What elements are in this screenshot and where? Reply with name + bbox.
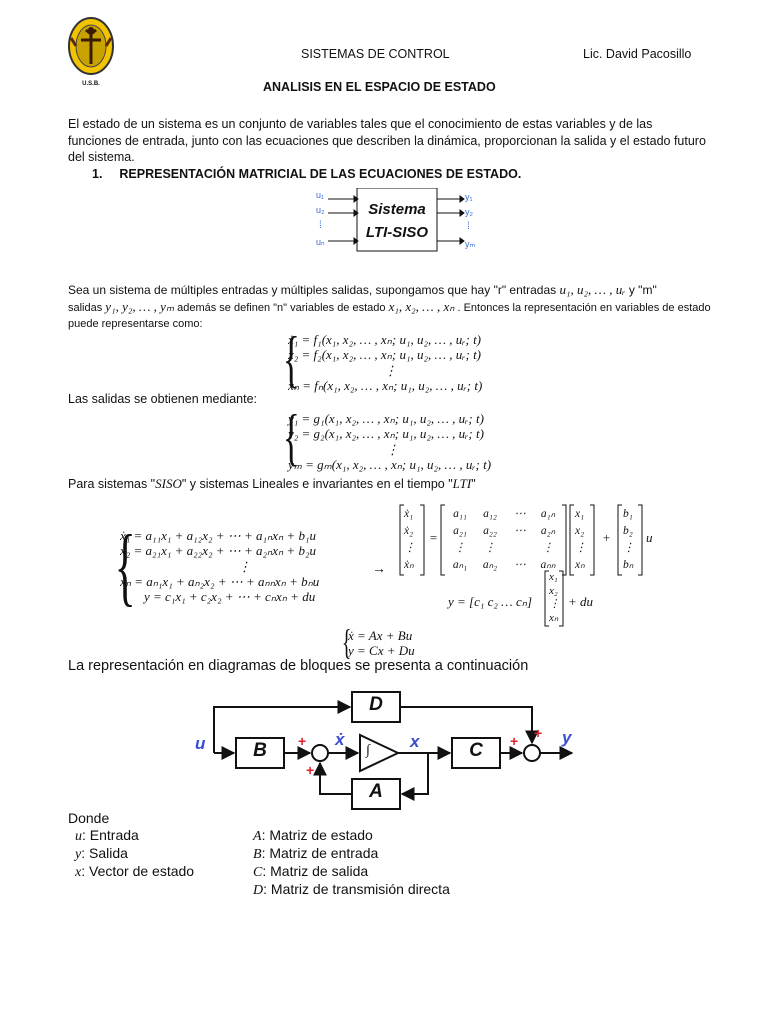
siso-sentence	[68, 476, 476, 493]
siso-math: SISO	[155, 476, 182, 491]
compact-equations	[348, 628, 415, 659]
lti-eq-n: ẋₙ = aₙ₁x₁ + aₙ₂x₂ + ⋯ + aₙₙxₙ + bₙu	[120, 573, 320, 589]
siso-text-c: "	[471, 477, 476, 491]
a-col1-dots: ⋮	[454, 542, 466, 554]
x-2: x₂	[575, 525, 585, 537]
lti-eq-dots: ⋮	[238, 558, 251, 574]
system-name-line2: LTI-SISO	[365, 224, 429, 241]
siso-text-a: Para sistemas "	[68, 477, 156, 491]
block-C: C	[469, 740, 483, 761]
mimo-text-d: además se definen "n" variables de estado	[174, 301, 389, 314]
donde-x: x: Vector de estado	[75, 863, 195, 880]
donde-y: y: Salida	[75, 845, 128, 862]
system-block-figure	[310, 188, 480, 254]
plus-sign-2: +	[306, 762, 315, 778]
a1-dots: ⋯	[514, 508, 526, 520]
xdot-dots: ⋮	[404, 542, 416, 554]
an2: aₙ₂	[482, 559, 498, 571]
siso-text-b: " y sistemas Lineales e invariantes en el tiempo "	[181, 477, 453, 491]
a11: a₁₁	[453, 508, 467, 520]
b-1: b₁	[623, 508, 633, 520]
donde-C: C: Matriz de salida	[253, 863, 369, 880]
a12: a₁₂	[483, 508, 497, 520]
mimo-outputs-math: y₁, y₂, … , yₘ	[105, 298, 175, 314]
donde-label: Donde	[68, 810, 110, 826]
matrix-equation	[398, 503, 668, 583]
donde-B: B: Matriz de entrada	[253, 845, 379, 862]
compact-eqs-brace: {	[341, 622, 352, 662]
b-dots: ⋮	[623, 542, 635, 554]
output-eq-1: y₁ = g₁(x₁, x₂, … , xₙ; u₁, u₂, … , uᵣ; t)	[288, 411, 484, 426]
mimo-states-math: x₁, x₂, … , xₙ	[388, 298, 455, 314]
a-coln-dots: ⋮	[542, 542, 554, 554]
signal-x-label: x	[410, 732, 420, 751]
x-1: x₁	[575, 508, 585, 520]
mimo-text-a: Sea un sistema de múltiples entradas y múltiples salidas, supongamos que hay "r" entradas	[68, 283, 560, 297]
an1: aₙ₁	[452, 559, 468, 571]
compact-output-eq: y = Cx + Du	[348, 643, 415, 659]
output-eq-m: yₘ = gₘ(x₁, x₂, … , xₙ; u₁, u₂, … , uᵣ; t)	[288, 456, 492, 472]
intro-paragraph: El estado de un sistema es un conjunto de variables tales que el conocimiento de estas variables y de las funciones de entrada, junto con las ecuaciones que describen la dinámica, proporcionan la salida y el estado futuro del sistema.	[68, 117, 706, 164]
system-input-dots: ⁞	[319, 220, 322, 231]
a2-dots: ⋯	[514, 525, 526, 537]
mimo-text-c: salidas	[68, 301, 106, 314]
outputs-intro: Las salidas se obtienen mediante:	[68, 392, 258, 406]
logo-shield-icon	[66, 16, 116, 78]
integrator-symbol: ∫	[366, 743, 370, 758]
xdot-2: ẋ₂	[404, 525, 414, 537]
mimo-text-e: . Entonces la representación en variables de estado puede representarse como:	[68, 301, 711, 330]
university-logo	[66, 16, 116, 86]
x2-1: x₁	[549, 571, 558, 583]
x2-n: xₙ	[549, 611, 559, 624]
matrix-equals: =	[429, 530, 438, 545]
xdot-n: ẋₙ	[404, 559, 414, 571]
state-eq-dots: ⋮	[384, 362, 397, 378]
b-vector	[623, 506, 635, 574]
output-du: + du	[568, 594, 594, 609]
x2-vector	[549, 571, 560, 625]
block-D: D	[369, 694, 383, 715]
system-arrows	[310, 188, 480, 254]
a-col2-dots: ⋮	[484, 542, 496, 554]
implies-arrow: →	[372, 560, 386, 576]
a21: a₂₁	[453, 525, 467, 537]
b-2: b₂	[623, 525, 633, 537]
system-output-ym: yₘ	[465, 239, 476, 249]
lti-equations	[120, 528, 319, 604]
output-equations	[288, 411, 491, 472]
signal-xdot-label: ẋ	[335, 730, 345, 749]
mimo-text-b: y "m"	[625, 283, 657, 297]
logo-caption: U.S.B.	[82, 81, 100, 87]
x2-2: x₂	[549, 584, 558, 597]
state-eq-1: ẋ₁ = f₁(x₁, x₂, … , xₙ; u₁, u₂, … , uᵣ; t)	[288, 332, 482, 347]
donde-D: D: Matriz de transmisión directa	[253, 881, 450, 898]
section-heading	[92, 167, 521, 181]
block-diagram-intro: La representación en diagramas de bloques se presenta a continuación	[68, 658, 529, 674]
output-eq-dots: ⋮	[386, 441, 399, 457]
donde-right-list	[253, 827, 450, 899]
section-number: 1.	[92, 167, 103, 181]
matrix-u: u	[646, 530, 653, 545]
x2-dots: ⋮	[549, 598, 560, 610]
xdot-vector	[404, 506, 416, 574]
compact-state-eq: ẋ = Ax + Bu	[348, 628, 413, 643]
system-output-dots: ⁞	[467, 221, 470, 232]
lti-eq-y: y = c₁x₁ + c₂x₂ + ⋯ + cₙxₙ + du	[144, 589, 316, 605]
system-input-un: uₙ	[316, 237, 325, 247]
plus-sign-4: +	[534, 725, 543, 741]
matrix-plus: +	[602, 530, 611, 545]
page-title: ANALISIS EN EL ESPACIO DE ESTADO	[263, 80, 496, 94]
section-title: REPRESENTACIÓN MATRICIAL DE LAS ECUACIONES DE ESTADO.	[119, 167, 522, 181]
state-equations	[288, 332, 482, 393]
state-eq-2: ẋ₂ = f₂(x₁, x₂, … , xₙ; u₁, u₂, … , uᵣ; t)	[288, 347, 482, 363]
output-eqs-brace: {	[282, 401, 300, 472]
donde-u: u: Entrada	[75, 827, 139, 844]
mimo-paragraph	[68, 282, 718, 333]
system-output-y2: y₂	[465, 207, 473, 217]
x-n: xₙ	[575, 559, 585, 571]
state-eqs-brace: {	[282, 323, 300, 394]
lti-eq-2: ẋ₂ = a₂₁x₁ + a₂₂x₂ + ⋯ + a₂ₙxₙ + b₂u	[120, 543, 316, 559]
author-name: Lic. David Pacosillo	[583, 47, 692, 61]
an-dots: ⋯	[514, 559, 526, 571]
block-B: B	[253, 740, 267, 761]
signal-u-label: u	[195, 734, 206, 753]
x-dots: ⋮	[575, 542, 587, 554]
block-A: A	[369, 781, 383, 802]
system-output-y1: y₁	[465, 192, 473, 202]
state-eq-n: ẋₙ = fₙ(x₁, x₂, … , xₙ; u₁, u₂, … , uᵣ; t)	[288, 377, 483, 393]
lti-eqs-brace: {	[114, 518, 136, 615]
x-vector	[575, 506, 587, 574]
system-input-u1: u₁	[316, 190, 325, 200]
plus-sign-1: +	[298, 733, 307, 749]
b-n: bₙ	[623, 559, 634, 571]
mimo-inputs-math: u₁, u₂, … , uᵣ	[559, 282, 626, 297]
course-name: SISTEMAS DE CONTROL	[301, 47, 450, 61]
ann: aₙₙ	[540, 559, 556, 571]
donde-left-list	[75, 827, 194, 881]
system-input-u2: u₂	[316, 205, 325, 215]
plus-sign-3: +	[510, 733, 519, 749]
xdot-1: ẋ₁	[404, 508, 414, 520]
signal-y-label: y	[562, 728, 572, 747]
a1n: a₁ₙ	[540, 508, 556, 520]
a22: a₂₂	[483, 525, 497, 537]
donde-A: A: Matriz de estado	[253, 827, 373, 844]
lti-eq-1: ẋ₁ = a₁₁x₁ + a₁₂x₂ + ⋯ + a₁ₙxₙ + b₁u	[120, 528, 316, 543]
output-matrix-lhs: y = [c₁ c₂ … cₙ]	[448, 594, 532, 609]
lti-math: LTI	[452, 476, 472, 491]
system-name-line1: Sistema	[368, 201, 426, 218]
a2n: a₂ₙ	[540, 525, 556, 537]
output-eq-2: y₂ = g₂(x₁, x₂, … , xₙ; u₁, u₂, … , uᵣ; t)	[288, 426, 484, 442]
block-diagram	[190, 688, 590, 813]
